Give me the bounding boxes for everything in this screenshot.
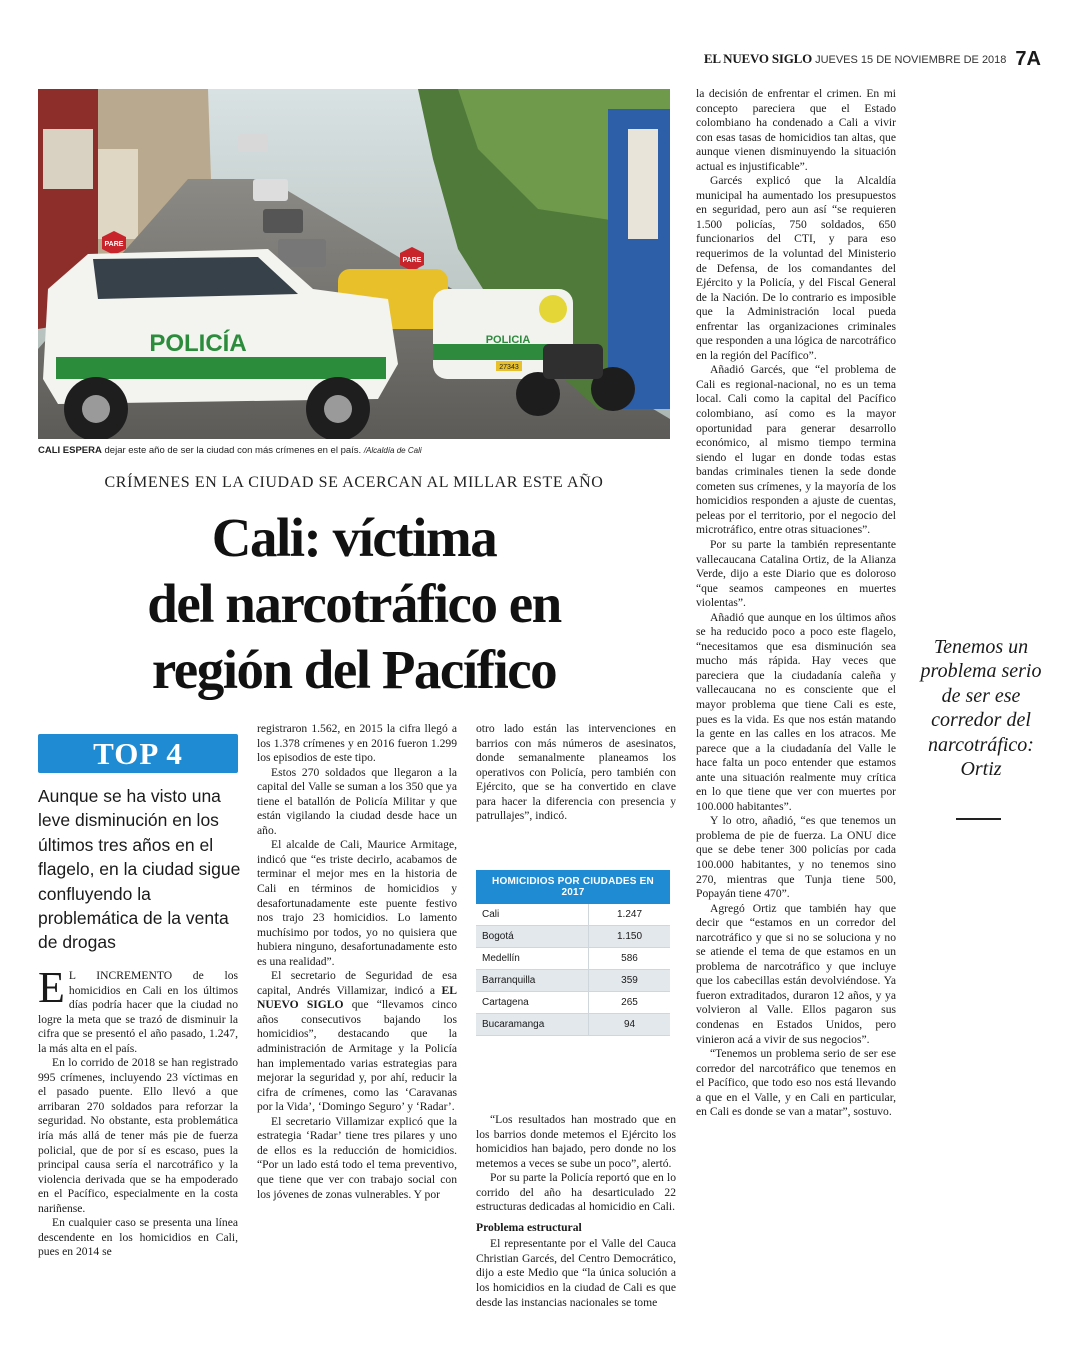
caption-text: dejar este año de ser la ciudad con más crímenes en el país. [101,445,362,456]
table-row [476,1014,670,1036]
body-paragraph: la decisión de enfrentar el crimen. En mi concepto pareciera que el Estado colombiano ha condenado a Cali a vivir con esas tasas de homicidios tan altas, que aunque vienen disminuyendo la situación actual es injustificable”. [696,87,896,173]
body-paragraph: Garcés explicó que la Alcaldía municipal ha aumentado los presupuestos en seguridad, pero aun así “se requieren 1.500 policías, 750 soldados, 650 funcionarios del CTI, y para eso requerimos de la voluntad del Ministerio de Defensa, de los comandantes del Ejército y la Policía, y del Fiscal General de la Nación. De lo contrario es imposible que la Administración local pueda enfrentar las organizaciones criminales que responden a una lógica de narcotráfico en la región del Pacífico”. [696,174,896,362]
body-paragraph: Estos 270 soldados que llegaron a la capital del Valle se suman a los 350 que ya tiene el batallón de Policía Militar y que están vigilando la ciudad desde hace un año. [257,765,457,837]
article-column-4 [696,87,896,1120]
caption-lead: CALI ESPERA [38,445,102,456]
table-row [476,970,670,992]
table-cell-city: Barranquilla [476,970,589,992]
table-title: HOMICIDIOS POR CIUDADES EN 2017 [476,870,670,904]
lead-photo [38,89,670,439]
license-plate: 27343 [499,364,519,371]
table-row [476,926,670,948]
table-cell-value: 586 [589,948,670,970]
publication-mention: EL NUEVO SIGLO [257,983,457,1012]
deck: Aunque se ha visto una leve disminución en los últimos tres años en el flagelo, en la ciudad sigue confluyendo la problemática de la venta de drogas [38,786,241,953]
body-paragraph: El secretario de Seguridad de esa capital, Andrés Villamizar, indicó a EL NUEVO SIGLO que “llevamos cinco años consecutivos bajando los homicidios”, destacando que la administración de Armitage y la Policía han implementado varias estrategias para mejorar la seguridad y, por ahí, reducir la cifra de crímenes, como las ‘Caravanas por la Vida’, ‘Domingo Seguro’ y ‘Radar’. [257,969,457,1114]
body-paragraph: “Tenemos un problema serio de ser ese corredor del narcotráfico que tenemos en el Pacífico, que todo eso nos está llevando a que en el Valle, y en Cali en particular, en Cali es donde se van a matar”, sostuvo. [696,1047,896,1119]
pull-quote-rule [956,818,1001,820]
table-cell-value: 1.150 [589,926,670,948]
table-row [476,904,670,926]
publication-name: EL NUEVO SIGLO [703,51,813,66]
table-cell-value: 1.247 [589,904,670,926]
body-paragraph: “Los resultados han mostrado que en los barrios donde metemos el Ejército los homicidios han bajado, pero donde no los metemos a veces se sube un poco”, alertó. [476,1113,676,1170]
vehicle-text: POLICÍA [149,330,247,357]
article-column-3-bottom [476,1113,676,1310]
body-paragraph: Por su parte la también representante vallecaucana Catalina Ortiz, de la Alianza Verde, dijo a este Diario que es doloroso “que seamos campeones en muertes violentas”. [696,537,896,610]
subheading: Problema estructural [476,1220,582,1234]
body-paragraph: registraron 1.562, en 2015 la cifra llegó a los 1.378 crímenes y en 2016 fueron 1.299 los episodios de este tipo. [257,722,457,765]
table-row [476,948,670,970]
table-cell-city: Medellín [476,948,589,970]
body-paragraph: otro lado están las intervenciones en barrios con más números de asesinatos, donde semanalmente planeamos los operativos con Policía, pero también con Ejército, que se ha convertido en clave para hacer la diferencia con presencia y patrullajes”, indicó. [476,722,676,823]
article-column-3-top [476,722,676,824]
page-number: 7A [1015,48,1041,70]
body-paragraph: Por su parte la Policía reportó que en lo corrido del año ha desarticulado 22 estructuras dedicadas al homicidio en Cali. [476,1171,676,1214]
svg-text:PARE: PARE [402,257,422,264]
table-cell-city: Bucaramanga [476,1014,589,1036]
headline-line: región del Pacífico [151,639,557,700]
kicker: CRÍMENES EN LA CIUDAD SE ACERCAN AL MILLAR ESTE AÑO [104,474,604,491]
body-paragraph: E L INCREMENTO de los homicidios en Cali en los últimos días podría hacer que la ciudad no logre la meta que se trazó de disminuir la cifra que se presentó el año pasado, 1.247, la más alta en el país. [38,963,238,1055]
pull-quote: Tenemos un problema serio de ser ese corredor del narcotráfico: Ortiz [920,636,1042,781]
page-header [704,48,1041,71]
publication-date: JUEVES 15 DE NOVIEMBRE DE 2018 [815,54,1007,66]
headline-line: del narcotráfico en [147,573,561,634]
headline-line: Cali: víctima [211,507,497,568]
table-cell-city: Cali [476,904,589,926]
article-column-2 [257,722,457,1202]
vehicle-text-secondary: POLICIA [485,334,531,346]
table-row [476,992,670,1014]
svg-text:PARE: PARE [104,241,124,248]
body-paragraph: El alcalde de Cali, Maurice Armitage, indicó que “es triste decirlo, acabamos de terminar el mejor mes en la historia de Cali en términos de homicidios y desafortunadamente este puente festivo nos trajo 23 homicidios. Lo lamento muchísimo por todos, yo no quisiera que hubiera ninguno, desafortunadamente esto es una realidad”. [257,838,457,968]
body-paragraph: Agregó Ortiz que también hay que decir que “estamos en un corredor del narcotráfico y que si no se soluciona y no se atiende el tema de que estamos en un problema de narcotráfico y que incluye que los cabecillas están devolviéndose. Ya fueron extraditados, duraron 12 años, y ya volvieron al Valle. Ellos pagaron sus condenas en Estados Unidos, pero vinieron acá a vivir de sus negocios”. [696,901,896,1046]
body-paragraph: Añadió que aunque en los últimos años se ha reducido poco a poco este flagelo, “necesitamos que esa disminución sea mucho más rápida. Hay veces que pareciera que la ciudadanía caleña y vallecaucana no es consciente que el mayor problema que tiene Cali es este, pues es la vida. Es que nos están matando la gente en las calles en los atracos. Me parece que a la ciudadanía del Valle le hace falta un poco entender que estamos ante una situación realmente muy crítica en lo que tiene que ver con muertes por 100.000 habitantes”. [696,610,896,813]
body-paragraph: En lo corrido de 2018 se han registrado 995 crímenes, incluyendo 23 víctimas en el pasado puente. Ello llevó a que arribaran 270 soldados para reforzar la seguridad. No obstante, esta problemática iría más allá de tener más pie de fuerza policial, que de por sí es escaso, pues la principal causa sería el narcotráfico y la violencia derivada que se ha empoderado en el Pacífico, especialmente en la costa nariñense. [38,1056,238,1215]
headline [38,505,670,703]
table-cell-value: 359 [589,970,670,992]
police-street-photo [38,89,670,439]
body-paragraph: Y lo otro, añadió, “es que tenemos un problema de pie de fuerza. La ONU dice que se debe tener 300 policías por cada 100.000 habitantes, y no tenemos sino 270, mientras que Tunja tiene 500, Popayán tiene 470”. [696,814,896,901]
body-paragraph: El representante por el Valle del Cauca Christian Garcés, del Centro Democrático, dijo a este Medio que “la única solución a los homicidios en la ciudad de Cali es que desde las instancias nacionales se tome [476,1237,676,1309]
photo-caption [38,445,678,456]
drop-cap: E [38,963,65,1012]
photo-credit: /Alcaldía de Cali [363,446,422,455]
table-cell-value: 265 [589,992,670,1014]
body-paragraph: Añadió Garcés, que “el problema de Cali es regional-nacional, no es un tema local. Cali como la capital del Pacífico colombiano, así como es la mayor oportunidad para generar desarrollo económico, al mismo tiempo termina siendo el lugar en donde todas estas bandas criminales tienen la sede donde cometen sus crímenes, y la mayoría de los homicidios responden a ajuste de cuentas, peleas por el territorio, por el negocio del microtráfico, entre otras situaciones”. [696,363,896,537]
table-cell-value: 94 [589,1014,670,1036]
homicides-table [476,870,670,1036]
top4-label: TOP 4 [93,735,183,771]
top4-badge [38,734,238,773]
body-paragraph: En cualquier caso se presenta una línea descendente en los homicidios en Cali, pues en 2014 se [38,1216,238,1259]
article-column-1 [38,963,238,1260]
table-cell-city: Bogotá [476,926,589,948]
table-cell-city: Cartagena [476,992,589,1014]
body-paragraph: El secretario Villamizar explicó que la estrategia ‘Radar’ tiene tres pilares y uno de ellos es la reducción de homicidios. “Por un lado está todo el tema preventivo, que tiene que ver con trabajo social con los jóvenes de zonas vulnerables. Y por [257,1114,457,1201]
